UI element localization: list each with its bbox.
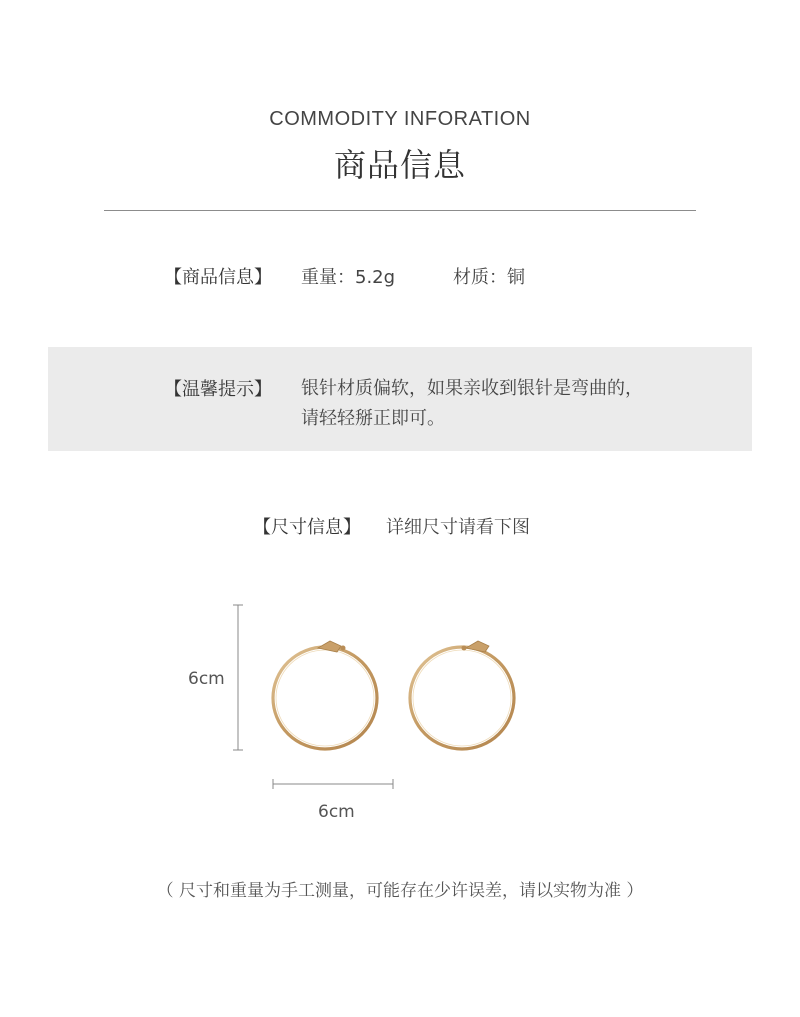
- size-info-text: 详细尺寸请看下图: [386, 517, 530, 538]
- product-info-label: 【商品信息】: [164, 267, 272, 288]
- size-info-label: 【尺寸信息】: [253, 517, 361, 538]
- hoop-earring-right: [410, 641, 514, 749]
- material-value: 材质：铜: [453, 267, 525, 288]
- measurement-footnote: （ 尺寸和重量为手工测量，可能存在少许误差，请以实物为准 ）: [156, 881, 644, 901]
- height-label: 6cm: [188, 669, 225, 689]
- width-label: 6cm: [318, 802, 355, 822]
- section-title-english: COMMODITY INFORATION: [269, 108, 531, 130]
- title-divider: [104, 210, 696, 211]
- notice-text: [301, 374, 681, 434]
- notice-line-1: 银针材质偏软，如果亲收到银针是弯曲的，: [301, 378, 643, 399]
- notice-line-2: 请轻轻掰正即可。: [301, 408, 445, 429]
- notice-label: 【温馨提示】: [164, 379, 272, 400]
- hoop-earring-left: [273, 641, 377, 749]
- weight-value: 重量：5.2g: [301, 267, 396, 288]
- height-dimension-line: [233, 605, 243, 750]
- section-title-chinese: 商品信息: [333, 146, 466, 184]
- width-dimension-line: [273, 779, 393, 789]
- earring-size-diagram: [0, 560, 800, 840]
